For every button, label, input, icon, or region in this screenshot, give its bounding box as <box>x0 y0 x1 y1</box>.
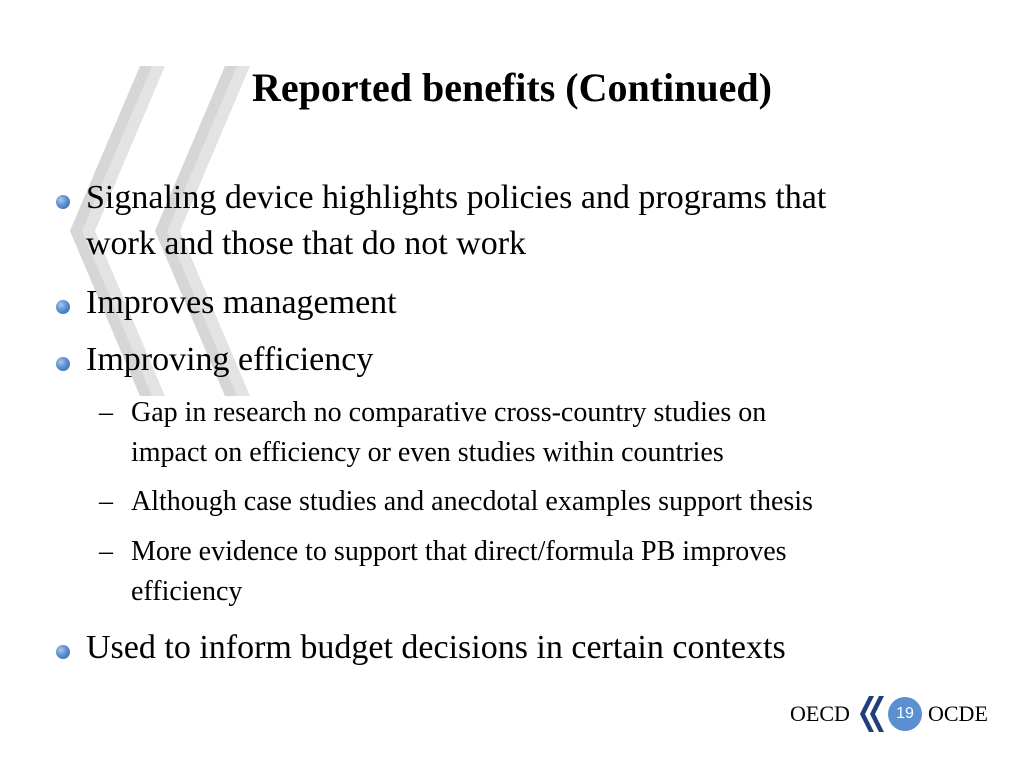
bullet-line: Used to inform budget decisions in certain contexts <box>86 629 786 666</box>
bullet-line: work and those that do not work <box>86 225 527 262</box>
oecd-logo-icon <box>860 696 884 732</box>
org-name-fr: OCDE <box>928 701 988 726</box>
sub-bullet-dash: – <box>99 397 113 428</box>
bullet-line: Improves management <box>86 284 397 321</box>
sub-bullet-line: Gap in research no comparative cross-country studies on <box>131 397 767 428</box>
org-name-en: OECD <box>790 701 850 726</box>
sub-bullet-line: More evidence to support that direct/formula PB improves <box>131 536 787 567</box>
sub-bullet-line: Although case studies and anecdotal examples support thesis <box>131 486 813 517</box>
sub-bullet-line: impact on efficiency or even studies within countries <box>131 437 724 468</box>
bullet-line: Signaling device highlights policies and programs that <box>86 179 827 216</box>
slide-title: Reported benefits (Continued) <box>252 65 772 110</box>
sub-bullet-dash: – <box>99 486 113 517</box>
sub-bullet-dash: – <box>99 536 113 567</box>
bullet-line: Improving efficiency <box>86 341 374 378</box>
page-number-badge: 19 <box>888 697 922 731</box>
sub-bullet-line: efficiency <box>131 576 243 607</box>
